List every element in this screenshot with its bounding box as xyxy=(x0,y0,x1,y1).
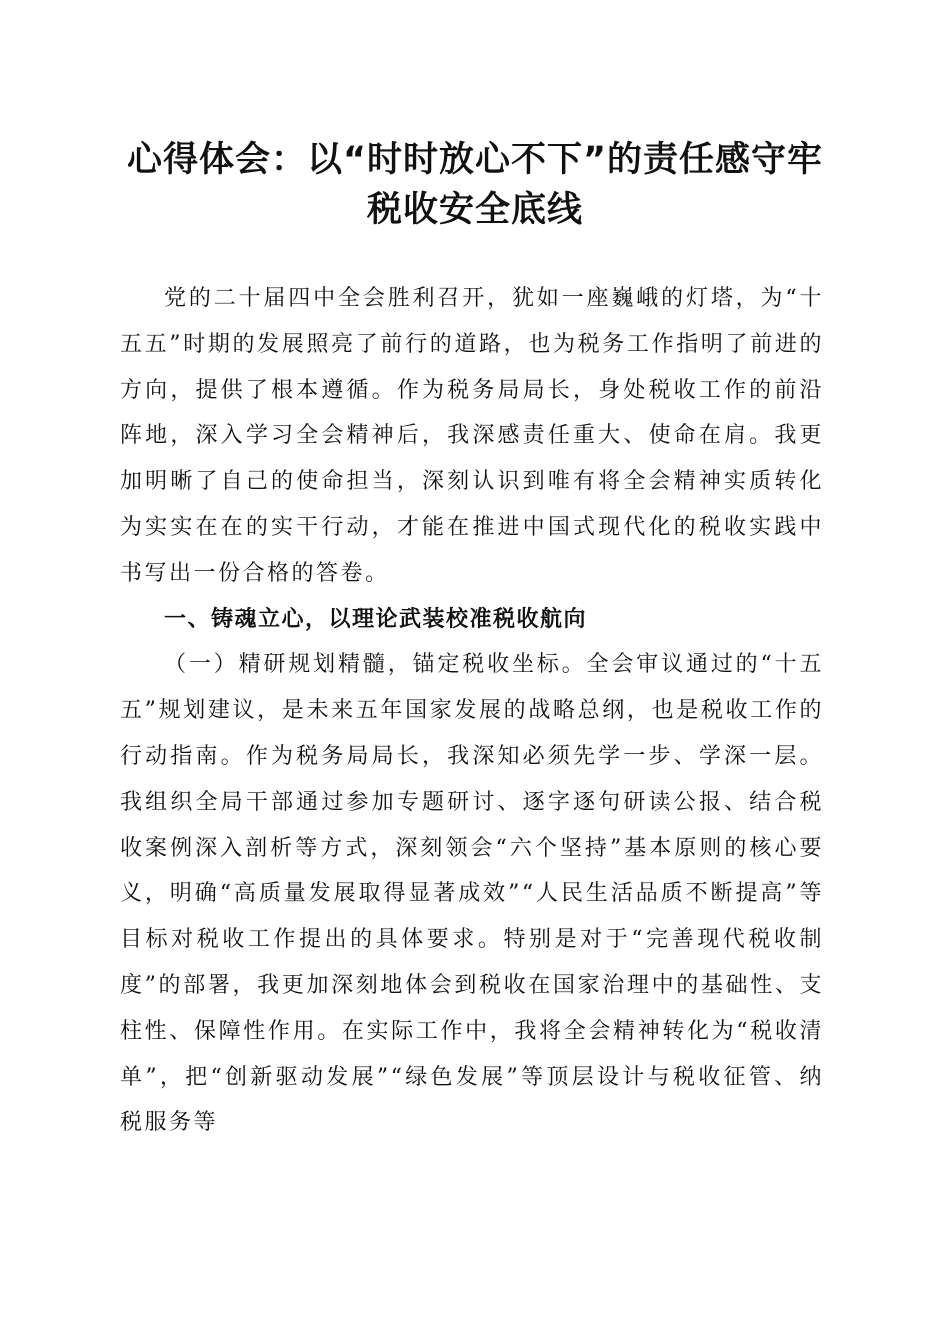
document-title-line1: 心得体会：以“时时放心不下”的责任感守牢 xyxy=(126,140,823,180)
intro-paragraph: 党的二十届四中全会胜利召开，犹如一座巍峨的灯塔，为“十五五”时期的发展照亮了前行的道路，也为税务工作指明了前进的方向，提供了根本遵循。作为税务局局长，身处税收工作的前沿阵地，深入学习全会精神后，我深感责任重大、使命在肩。我更加明晰了自己的使命担当，深刻认识到唯有将全会精神实质转化为实实在在的实干行动，才能在推进中国式现代化的税收实践中书写出一份合格的答卷。 xyxy=(120,286,824,586)
subsection-paragraph xyxy=(120,642,824,1146)
document-title-line2: 税收安全底线 xyxy=(366,190,583,230)
document-body xyxy=(120,276,824,1146)
subsection-lead-in: （一）精研规划精髓，锚定税收坐标。 xyxy=(164,652,587,678)
subsection-body: 全会审议通过的“十五五”规划建议，是未来五年国家发展的战略总纲，也是税收工作的行动指南。作为税务局局长，我深知必须先学一步、学深一层。我组织全局干部通过参加专题研讨、逐字逐句研读公报、结合税收案例深入剖析等方式，深刻领会“六个坚持”基本原则的核心要义，明确“高质量发展取得显著成效”“人民生活品质不断提高”等目标对税收工作提出的具体要求。特别是对于“完善现代税收制度”的部署，我更加深刻地体会到税收在国家治理中的基础性、支柱性、保障性作用。在实际工作中，我将全会精神转化为“税收清单”，把“创新驱动发展”“绿色发展”等顶层设计与税收征管、纳税服务等 xyxy=(120,652,824,1136)
section-heading: 一、铸魂立心，以理论武装校准税收航向 xyxy=(164,606,588,632)
